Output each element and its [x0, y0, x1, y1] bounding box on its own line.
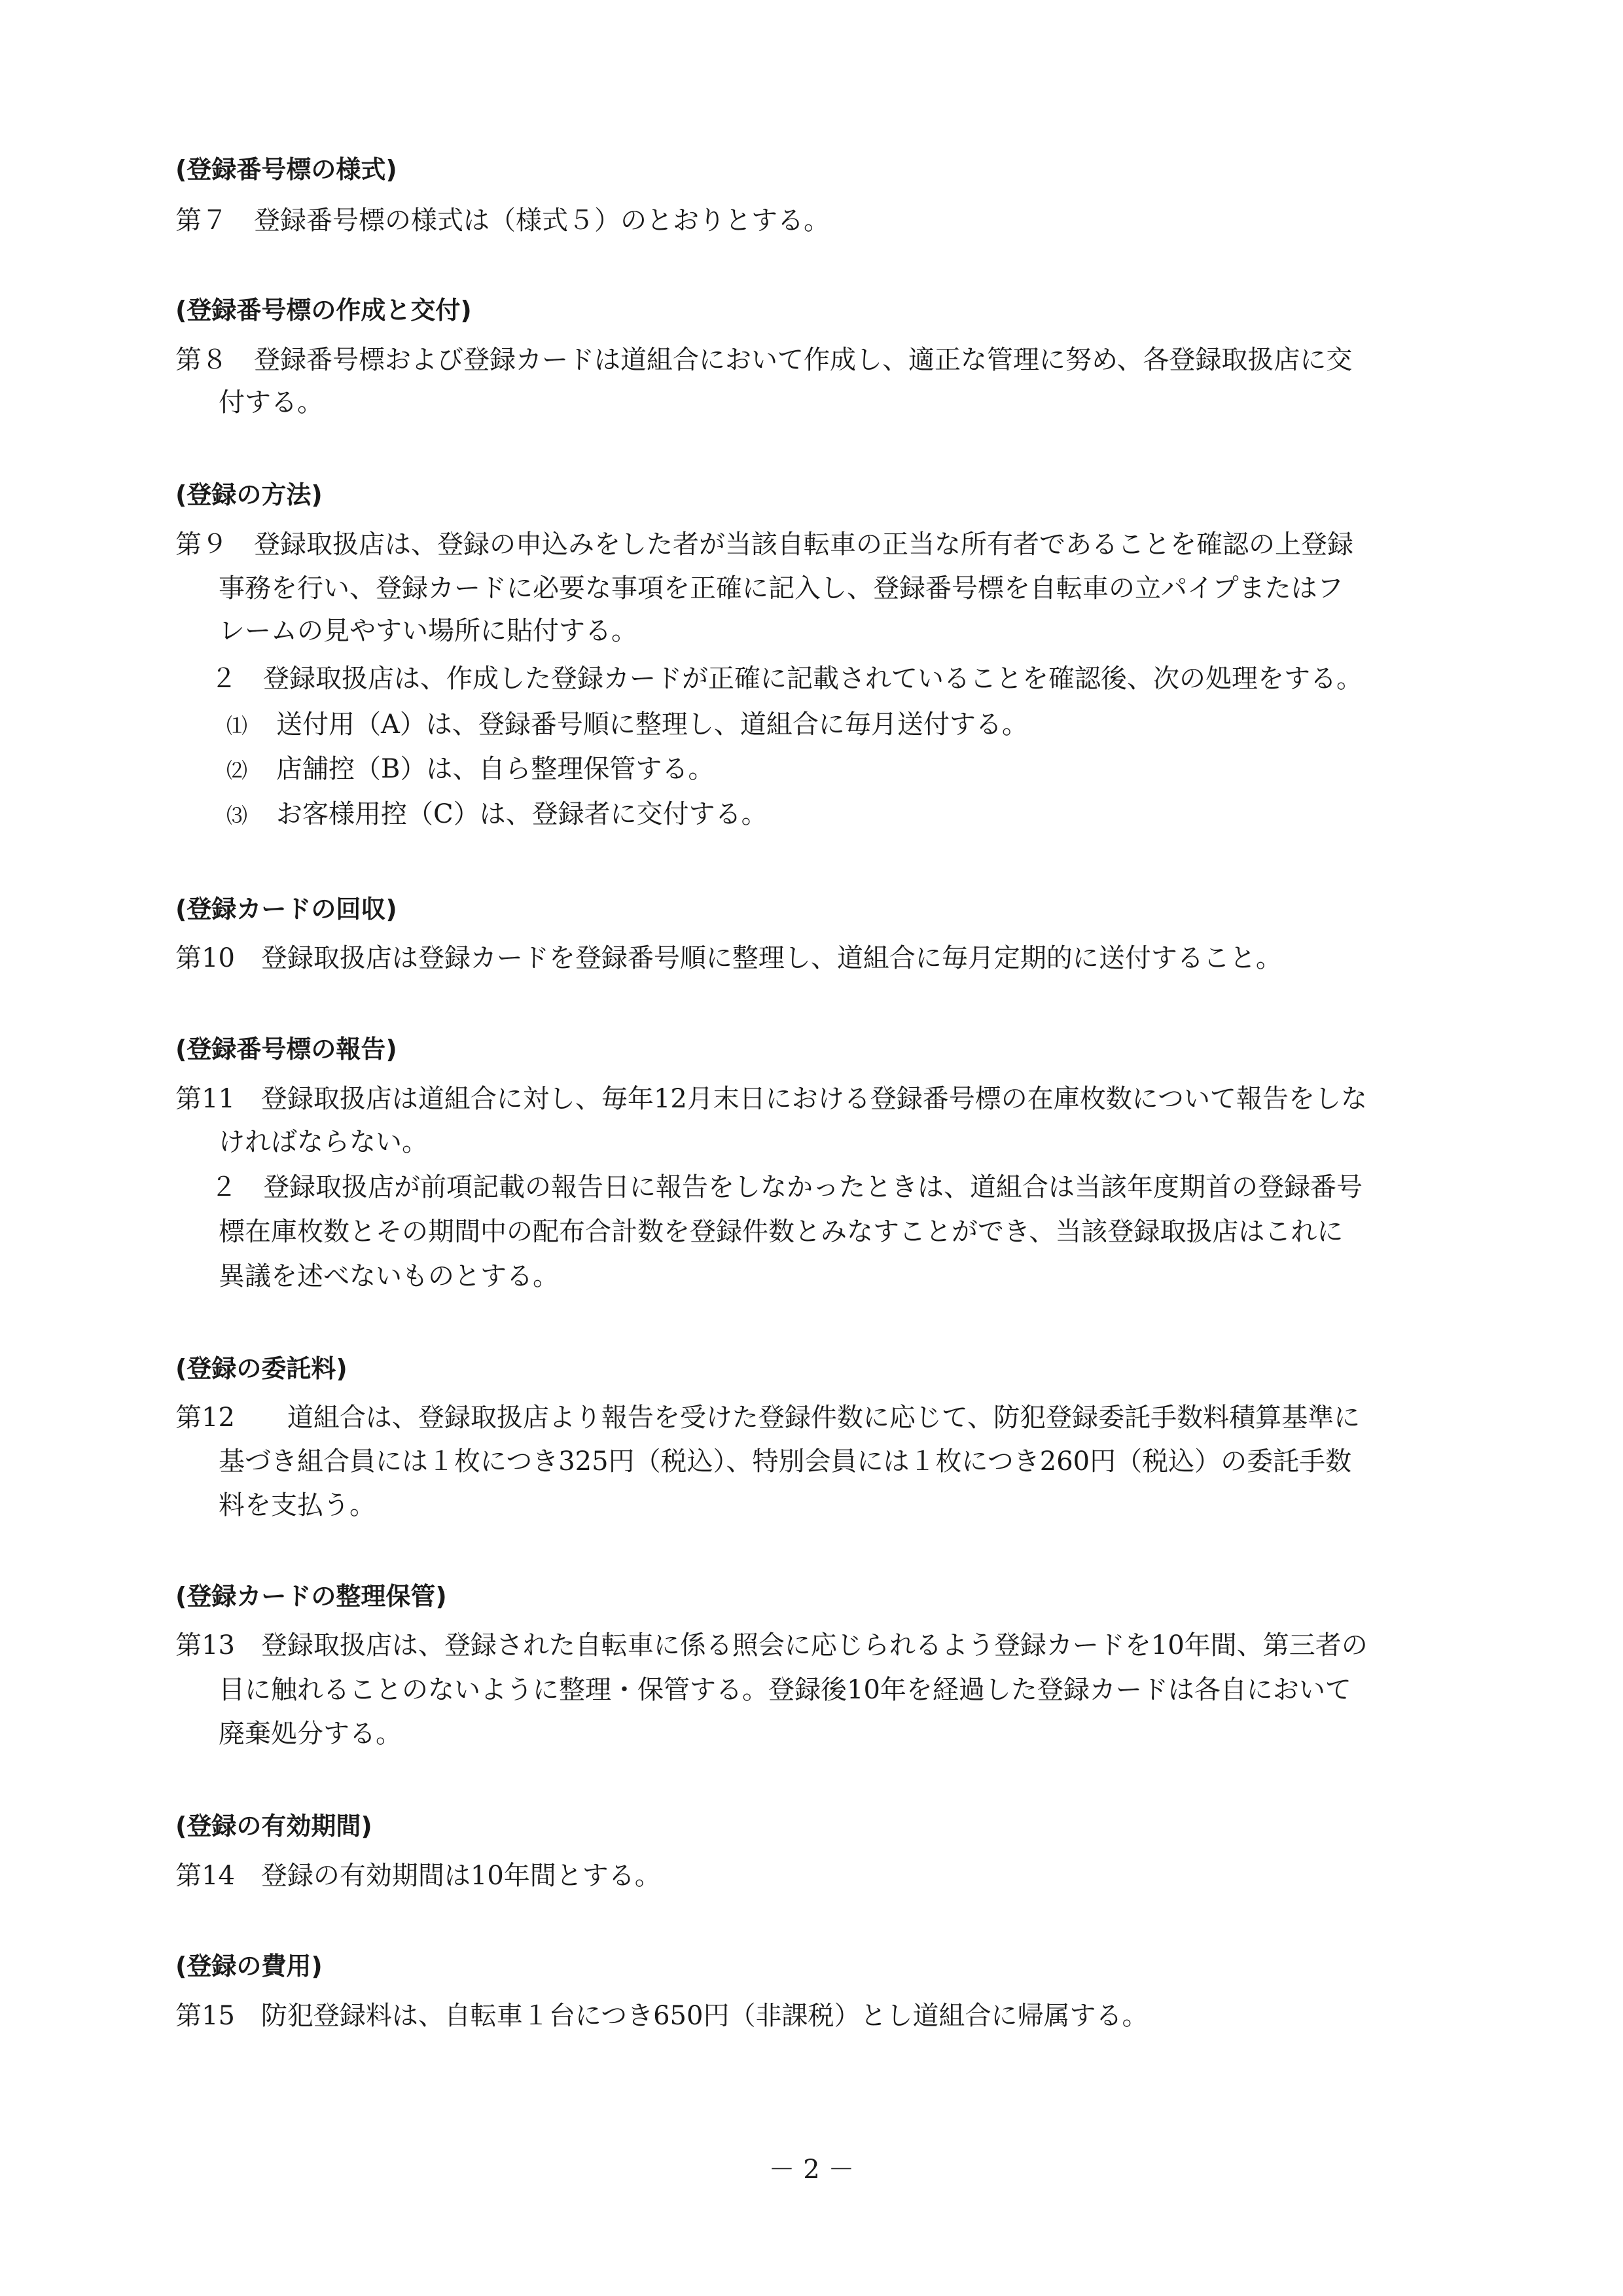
list-item — [226, 711, 1028, 738]
article-line: 事務を行い、登録カードに必要な事項を正確に記入し、登録番号標を自転車の立パイプまたはフ — [219, 573, 1344, 603]
article-line: 第14 登録の有効期間は10年間とする。 — [175, 1861, 661, 1891]
article-line: 料を支払う。 — [219, 1490, 376, 1520]
section-heading: (登録の委託料) — [175, 1354, 348, 1383]
article-line: 第13 登録取扱店は、登録された自転車に係る照会に応じられるよう登録カードを10年間、第三者の — [175, 1630, 1368, 1660]
article-line: 第12 道組合は、登録取扱店より報告を受けた登録件数に応じて、防犯登録委託手数料積算基準に — [175, 1403, 1361, 1433]
list-item-text: 送付用（A）は、登録番号順に整理し、道組合に毎月送付する。 — [276, 709, 1028, 740]
article-line: 付する。 — [219, 387, 323, 418]
section-heading: (登録番号標の報告) — [175, 1035, 397, 1064]
article-line: レームの見やすい場所に貼付する。 — [219, 616, 637, 646]
list-item-text: 店舗控（B）は、自ら整理保管する。 — [276, 754, 715, 784]
article-line: 第９ 登録取扱店は、登録の申込みをした者が当該自転車の正当な所有者であることを確認の上登録 — [175, 529, 1353, 560]
article-line: 第７ 登録番号標の様式は（様式５）のとおりとする。 — [175, 206, 830, 236]
article-line: 第８ 登録番号標および登録カードは道組合において作成し、適正な管理に努め、各登録取扱店に交 — [175, 345, 1353, 375]
list-item-number: ⑵ — [226, 758, 248, 783]
article-line: 第15 防犯登録料は、自転車１台につき650円（非課税）とし道組合に帰属する。 — [175, 2001, 1149, 2031]
article-line: 第10 登録取扱店は登録カードを登録番号順に整理し、道組合に毎月定期的に送付すること。 — [175, 943, 1282, 973]
section-heading: (登録番号標の様式) — [175, 155, 397, 184]
list-item — [226, 756, 714, 782]
page-number: － 2 － — [768, 2155, 855, 2185]
article-line: 廃棄処分する。 — [219, 1719, 402, 1749]
article-line: ２ 登録取扱店が前項記載の報告日に報告をしなかったときは、道組合は当該年度期首の登録番号 — [211, 1172, 1363, 1202]
article-line: ければならない。 — [219, 1127, 428, 1157]
article-line: 第11 登録取扱店は道組合に対し、毎年12月末日における登録番号標の在庫枚数について報告をしな — [175, 1084, 1367, 1114]
article-line: ２ 登録取扱店は、作成した登録カードが正確に記載されていることを確認後、次の処理をする。 — [211, 664, 1363, 694]
list-item — [226, 801, 768, 827]
section-heading: (登録番号標の作成と交付) — [175, 296, 472, 325]
list-item-text: お客様用控（C）は、登録者に交付する。 — [276, 799, 768, 829]
section-heading: (登録カードの回収) — [175, 895, 397, 924]
list-item-number: ⑴ — [226, 713, 248, 738]
list-item-number: ⑶ — [226, 803, 248, 828]
article-line: 異議を述べないものとする。 — [219, 1261, 559, 1291]
section-heading: (登録の費用) — [175, 1952, 323, 1981]
article-line: 目に触れることのないように整理・保管する。登録後10年を経過した登録カードは各自において — [219, 1675, 1351, 1705]
article-line: 標在庫枚数とその期間中の配布合計数を登録件数とみなすことができ、当該登録取扱店はこれに — [219, 1217, 1344, 1247]
section-heading: (登録の方法) — [175, 480, 323, 509]
section-heading: (登録カードの整理保管) — [175, 1582, 447, 1611]
article-line: 基づき組合員には１枚につき325円（税込）、特別会員には１枚につき260円（税込）の委託手数 — [219, 1446, 1352, 1477]
section-heading: (登録の有効期間) — [175, 1812, 372, 1840]
